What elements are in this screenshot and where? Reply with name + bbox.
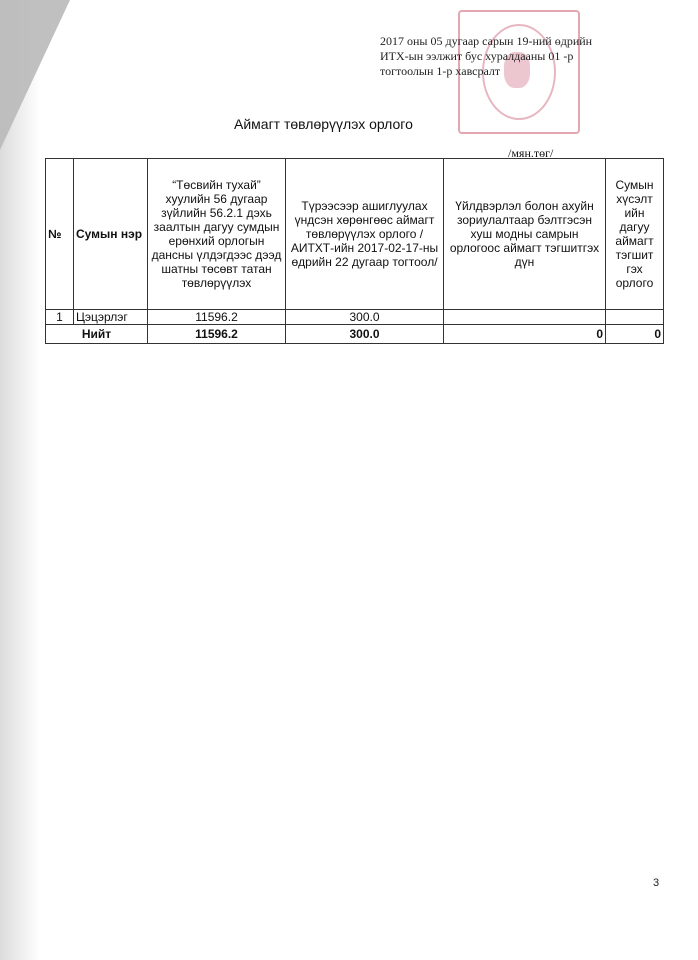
annex-line-3: тогтоолын 1-р хавсралт bbox=[380, 64, 501, 78]
row-voluntary bbox=[606, 310, 664, 325]
page-number: 3 bbox=[653, 877, 660, 889]
annex-note bbox=[380, 34, 620, 79]
header-natural-resources: Түрээсээр ашиглуулах үндсэн хөрөнгөөс аймагт төвлөрүүлэх орлого /АИТХТ-ийн 2017-02-17-ны өдрийн 22 дугаар тогтоол/ bbox=[286, 159, 444, 310]
row-no: 1 bbox=[46, 310, 74, 325]
table-row bbox=[46, 310, 664, 325]
table-total-row bbox=[46, 325, 664, 344]
row-wood-revenue bbox=[444, 310, 606, 325]
table-header-row bbox=[46, 159, 664, 310]
header-sum-name: Сумын нэр bbox=[74, 159, 148, 310]
header-budget-law: “Төсвийн тухай” хуулийн 56 дугаар зүйлийн 56.2.1 дэхь заалтын дагуу сумдын ерөнхий орлогын дансны үлдэгдээс дээд шатны төсөвт татан төвлөрүүлэх bbox=[148, 159, 286, 310]
annex-line-2: ИТХ-ын ээлжит бус хуралдааны 01 -р bbox=[380, 49, 574, 63]
total-label: Нийт bbox=[46, 325, 148, 344]
annex-line-1: 2017 оны 05 дугаар сарын 19-ний өдрийн bbox=[380, 34, 593, 48]
row-budget-law: 11596.2 bbox=[148, 310, 286, 325]
unit-label: /мян.төг/ bbox=[508, 146, 554, 160]
total-wood-revenue: 0 bbox=[444, 325, 606, 344]
header-no: № bbox=[46, 159, 74, 310]
header-wood-revenue: Үйлдвэрлэл болон ахуйн зориулалтаар бэлтгэсэн хуш модны самрын орлогоос аймагт тэгшитгэх дүн bbox=[444, 159, 606, 310]
header-voluntary: Сумын хүсэлт ийн дагуу аймагт тэгшит гэх орлого bbox=[606, 159, 664, 310]
document-title: Аймагт төвлөрүүлэх орлого bbox=[234, 116, 413, 132]
total-voluntary: 0 bbox=[606, 325, 664, 344]
scan-corner-shadow bbox=[0, 0, 70, 150]
total-natural-resources: 300.0 bbox=[286, 325, 444, 344]
row-natural-resources: 300.0 bbox=[286, 310, 444, 325]
total-budget-law: 11596.2 bbox=[148, 325, 286, 344]
row-sum-name: Цэцэрлэг bbox=[74, 310, 148, 325]
revenue-table bbox=[45, 158, 664, 344]
